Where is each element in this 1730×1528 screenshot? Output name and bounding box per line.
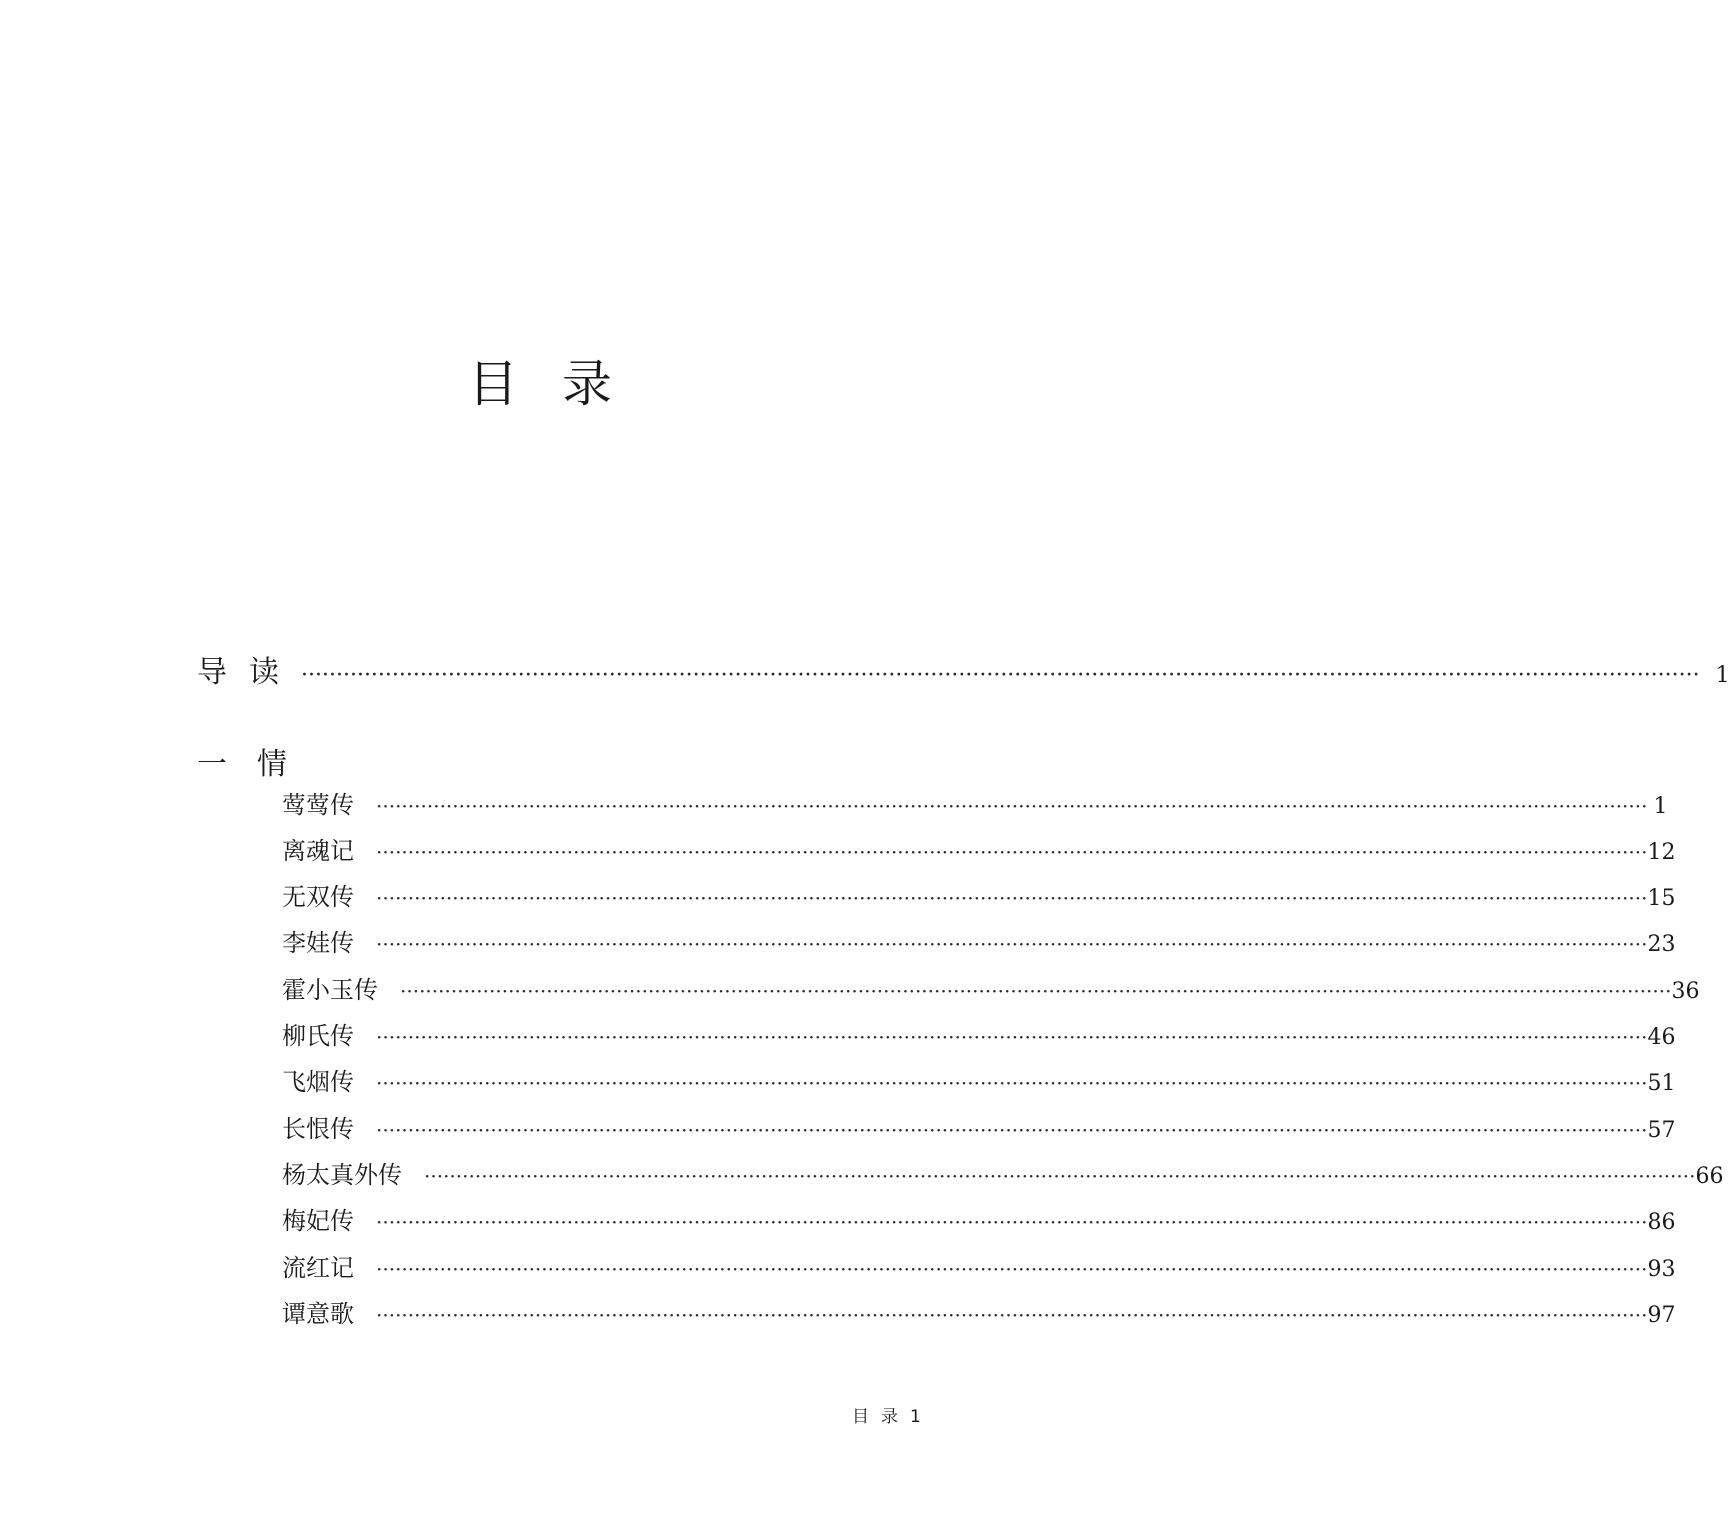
- dot-leader: ········································································································································································································: [376, 1303, 1648, 1327]
- toc-entry-title: 莺莺传: [282, 791, 354, 819]
- toc-entry-page: 57: [1647, 1118, 1676, 1143]
- toc-entry-page: 1: [1653, 794, 1668, 819]
- dot-leader: ········································································································································································································: [376, 1257, 1648, 1281]
- dot-leader: ········································································································································································································: [376, 932, 1648, 956]
- toc-entry-page: 15: [1647, 886, 1676, 911]
- toc-entry-title: 离魂记: [282, 837, 354, 865]
- dot-leader: ········································································································································································································: [376, 794, 1648, 818]
- footer-label: 目录: [852, 1407, 910, 1427]
- toc-entry[interactable]: [282, 1294, 1676, 1334]
- toc-entry-page: 12: [1647, 840, 1676, 865]
- page-title: 目录: [468, 355, 656, 413]
- toc-entry[interactable]: [282, 1016, 1676, 1056]
- dot-leader: ········································································································································································································: [400, 979, 1672, 1003]
- dot-leader: ········································································································································································································: [301, 663, 1700, 688]
- toc-entry[interactable]: [282, 1109, 1676, 1149]
- toc-entry-title: 飞烟传: [282, 1068, 354, 1096]
- dot-leader: ········································································································································································································: [424, 1164, 1696, 1188]
- toc-entry-page: 36: [1671, 979, 1700, 1004]
- toc-entry-title: 流红记: [282, 1254, 354, 1282]
- footer-page-number: 1: [910, 1407, 921, 1427]
- dot-leader: ········································································································································································································: [376, 886, 1648, 910]
- dot-leader: ········································································································································································································: [376, 1071, 1648, 1095]
- toc-entry-title: 梅妃传: [282, 1207, 354, 1235]
- toc-entry-page: 93: [1647, 1257, 1676, 1282]
- toc-entry[interactable]: [282, 877, 1676, 917]
- section-heading: 一情: [197, 747, 317, 782]
- toc-entry-page: 97: [1647, 1303, 1676, 1328]
- toc-entry[interactable]: [282, 785, 1668, 825]
- toc-entry-page: 66: [1695, 1164, 1724, 1189]
- dot-leader: ········································································································································································································: [376, 1025, 1648, 1049]
- toc-entry-intro[interactable]: [197, 652, 1730, 697]
- toc-entry-page: 1: [1715, 663, 1730, 688]
- toc-entry[interactable]: [282, 1201, 1676, 1241]
- toc-entry[interactable]: [282, 1155, 1724, 1195]
- toc-entry-title: 谭意歌: [282, 1300, 354, 1328]
- toc-entry[interactable]: [282, 1248, 1676, 1288]
- toc-entry[interactable]: [282, 923, 1676, 963]
- toc-entry-title: 李娃传: [282, 929, 354, 957]
- toc-entry-title: 长恨传: [282, 1115, 354, 1143]
- toc-entry-page: 23: [1647, 932, 1676, 957]
- toc-entry[interactable]: [282, 970, 1700, 1010]
- dot-leader: ········································································································································································································: [376, 840, 1648, 864]
- toc-entry-title: 导读: [197, 655, 301, 690]
- dot-leader: ········································································································································································································: [376, 1118, 1648, 1142]
- toc-entry-title: 无双传: [282, 883, 354, 911]
- toc-entry-title: 霍小玉传: [282, 976, 378, 1004]
- running-footer: [852, 1403, 921, 1431]
- toc-entry-title: 柳氏传: [282, 1022, 354, 1050]
- toc-entry[interactable]: [282, 1062, 1676, 1102]
- dot-leader: ········································································································································································································: [376, 1210, 1648, 1234]
- toc-entry-page: 86: [1647, 1210, 1676, 1235]
- toc-entry-title: 杨太真外传: [282, 1161, 402, 1189]
- toc-entry-page: 46: [1647, 1025, 1676, 1050]
- toc-entry-page: 51: [1647, 1071, 1676, 1096]
- toc-entry[interactable]: [282, 831, 1676, 871]
